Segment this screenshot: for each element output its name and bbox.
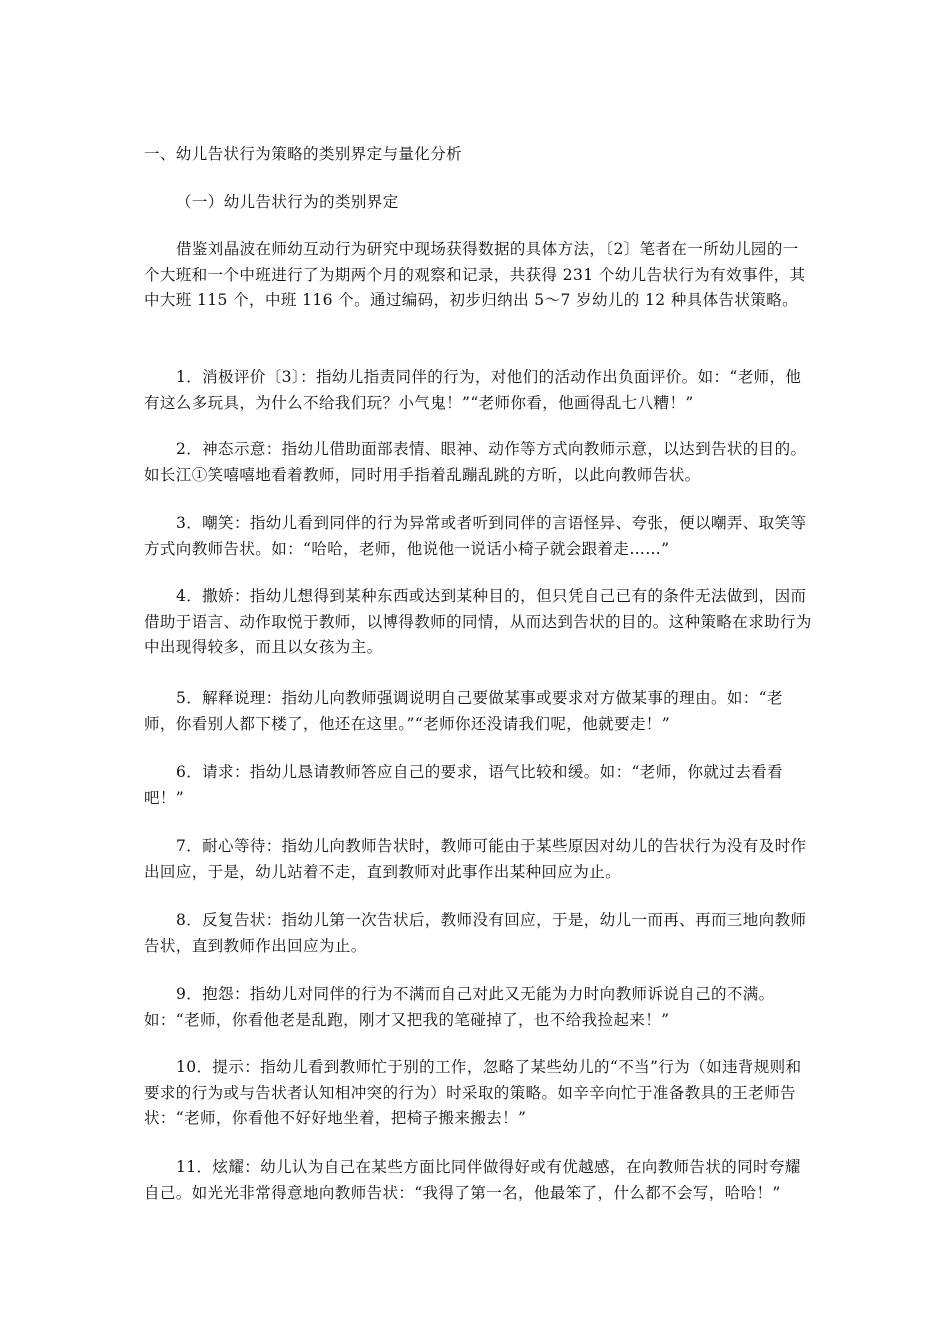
strategy-item: 1．消极评价〔3〕：指幼儿指责同伴的行为，对他们的活动作出负面评价。如：“老师，他有这么多玩具，为什么不给我们玩？小气鬼！”“老师你看，他画得乱七八糟！”: [144, 368, 802, 412]
section-heading: 一、幼儿告状行为策略的类别界定与量化分析: [144, 145, 463, 163]
strategy-item: 4．撒娇：指幼儿想得到某种东西或达到某种目的，但只凭自己已有的条件无法做到，因而借助于语言、动作取悦于教师，以博得教师的同情，从而达到告状的目的。这种策略在求助行为中出现得较多，而且以女孩为主。: [144, 587, 812, 656]
strategy-item: 11．炫耀：幼儿认为自己在某些方面比同伴做得好或有优越感，在向教师告状的同时夸耀自己。如光光非常得意地向教师告状：“我得了第一名，他最笨了，什么都不会写，哈哈！”: [144, 1158, 801, 1202]
strategy-item: 3．嘲笑：指幼儿看到同伴的行为异常或者听到同伴的言语怪异、夸张，便以嘲弄、取笑等方式向教师告状。如：“哈哈，老师，他说他一说话小椅子就会跟着走……”: [144, 514, 807, 558]
strategy-item: 10．提示：指幼儿看到教师忙于别的工作，忽略了某些幼儿的“不当”行为（如违背规则和要求的行为或与告状者认知相冲突的行为）时采取的策略。如辛辛向忙于准备教具的王老师告状：“老师，你看他不好好地坐着，把椅子搬来搬去！”: [144, 1058, 802, 1127]
strategy-item: 9．抱怨：指幼儿对同伴的行为不满而自己对此又无能为力时向教师诉说自己的不满。如：“老师，你看他老是乱跑，刚才又把我的笔碰掉了，也不给我捡起来！”: [144, 985, 775, 1029]
strategy-item: 8．反复告状：指幼儿第一次告状后，教师没有回应，于是，幼儿一而再、再而三地向教师告状，直到教师作出回应为止。: [144, 911, 807, 955]
subsection-heading: （一）幼儿告状行为的类别界定: [176, 193, 399, 211]
strategy-item: 5．解释说理：指幼儿向教师强调说明自己要做某事或要求对方做某事的理由。如：“老师，你看别人都下楼了，他还在这里。”“老师你还没请我们呢，他就要走！”: [144, 689, 783, 733]
strategy-item: 6．请求：指幼儿恳请教师答应自己的要求，语气比较和缓。如：“老师，你就过去看看吧！”: [144, 763, 783, 807]
strategy-item: 2．神态示意：指幼儿借助面部表情、眼神、动作等方式向教师示意，以达到告状的目的。如长江①笑嘻嘻地看着教师，同时用手指着乱蹦乱跳的方昕，以此向教师告状。: [144, 440, 807, 484]
strategy-item: 7．耐心等待：指幼儿向教师告状时，教师可能由于某些原因对幼儿的告状行为没有及时作出回应，于是，幼儿站着不走，直到教师对此事作出某种回应为止。: [144, 837, 807, 881]
intro-paragraph: 借鉴刘晶波在师幼互动行为研究中现场获得数据的具体方法，〔2〕笔者在一所幼儿园的一个大班和一个中班进行了为期两个月的观察和记录，共获得 231 个幼儿告状行为有效事件，其中大班 115 个，中班 116 个。通过编码，初步归纳出 5～7 岁幼儿的 12 种具体告状策略。: [144, 240, 806, 309]
